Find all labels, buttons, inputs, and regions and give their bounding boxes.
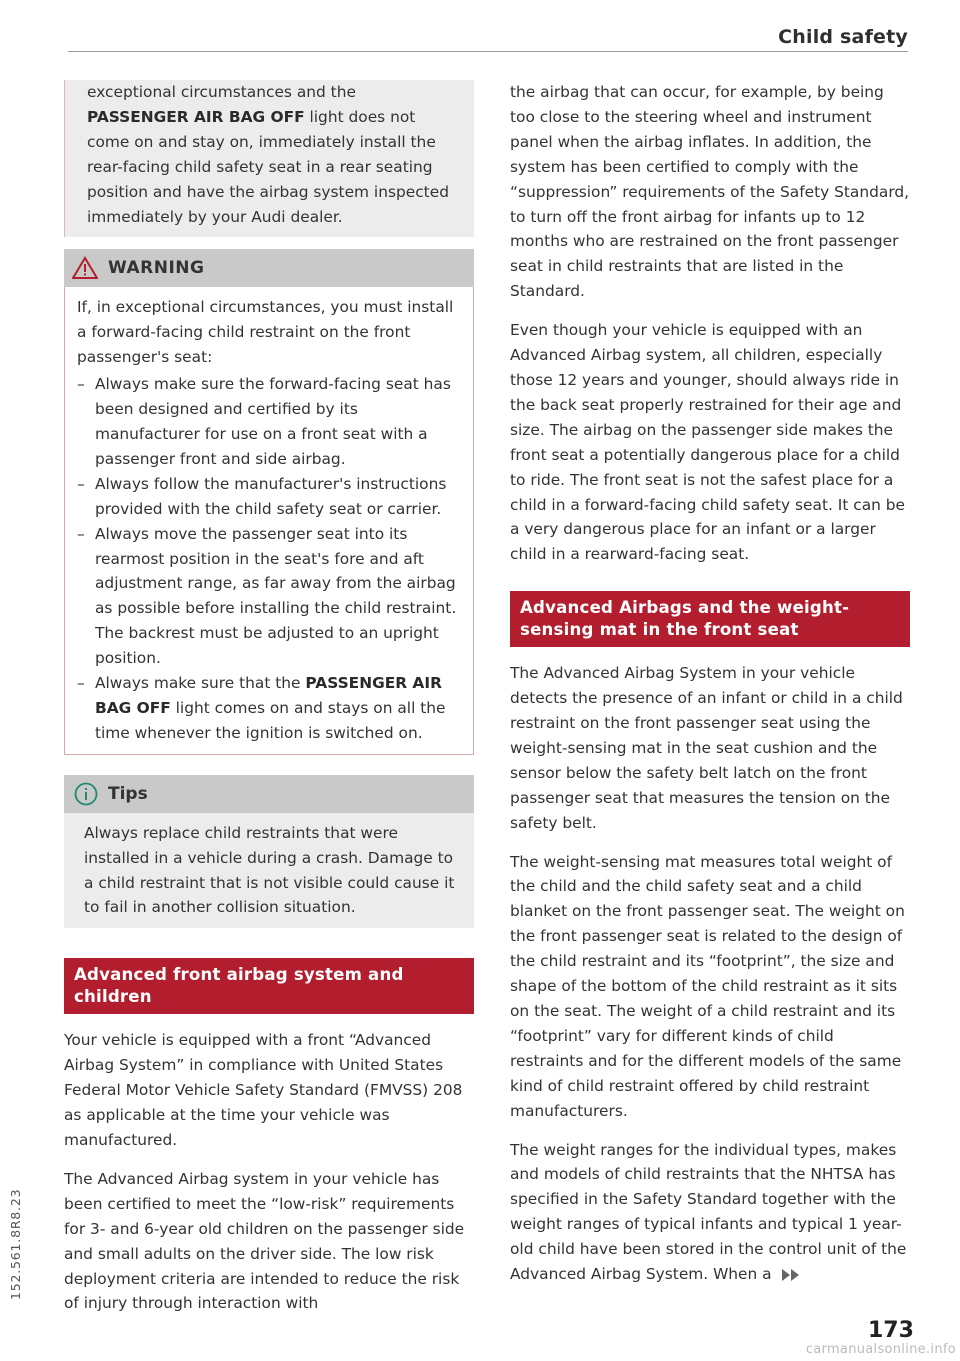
warning-bullet: – Always make sure that the PASSENGER AIR BAG OFF light comes on and stays on all the time whenever the ignition is switched on.: [77, 671, 465, 746]
margin-document-code: 152.561.8R8.23: [8, 1188, 23, 1300]
tips-header: [64, 775, 474, 813]
warning-bullet: – Always make sure the forward-facing seat has been designed and certified by its manufacturer for use on a front seat with a passenger front and side airbag.: [77, 372, 465, 472]
watermark: carmanualsonline.info: [805, 1342, 956, 1357]
warning-title: WARNING: [108, 258, 205, 279]
body-paragraph: The weight-sensing mat measures total weight of the child and the child safety seat and a child blanket on the front passenger seat. The weight on the front passenger seat is related to the design of the child restraint and its “footprint”, the size and shape of the bottom of the child restraint as it sits on the seat. The weight of a child restraint and its “footprint” vary for different kinds of child restraints and for the different models of the same kind of child restraint offered by child restraint manufacturers.: [510, 852, 905, 1120]
body-paragraph-last: The weight ranges for the individual types, makes and models of child restraints that the NHTSA has specified in the Safety Standard together with the weight ranges of typical infants and typical 1 year-old child have been stored in the control unit of the Advanced Airbag System. When a: [510, 1140, 907, 1284]
body-paragraph: The Advanced Airbag System in your vehicle detects the presence of an infant or child in a child restraint on the front passenger seat using the weight-sensing mat in the seat cushion and the sensor below the safety belt latch on the front passenger seat that measures the tension on the safety belt.: [510, 664, 903, 832]
body-paragraph: The Advanced Airbag system in your vehicle has been certified to meet the “low-risk” requirements for 3- and 6-year old children on the passenger side and small adults on the driver side. The low risk deployment criteria are intended to reduce the risk of injury through interaction with: [64, 1169, 465, 1313]
left-column: [64, 80, 474, 1330]
note-box-continuation: [64, 80, 474, 237]
passenger-airbag-off-label: PASSENGER AIR BAG OFF: [87, 107, 305, 126]
section-heading-advanced-front-airbag: Advanced front airbag system and children: [64, 958, 474, 1014]
body-paragraph: Your vehicle is equipped with a front “Advanced Airbag System” in compliance with United States Federal Motor Vehicle Safety Standard (FMVSS) 208 as applicable at the time your vehicle was manufactured.: [64, 1031, 463, 1149]
info-circle-icon: [74, 782, 98, 806]
warning-header: [64, 249, 474, 287]
header-rule: [68, 51, 908, 52]
tips-title: Tips: [108, 783, 148, 804]
body-paragraph: the airbag that can occur, for example, by being too close to the steering wheel and instrument panel when the airbag inflates. In addition, the system has been certified to comply with the “suppression” requirements of the Safety Standard, to turn off the front airbag for infants up to 12 months who are restrained on the front passenger seat in child restraints that are listed in the Standard.: [510, 83, 910, 301]
page-section-title: Child safety: [778, 26, 908, 48]
body-paragraph: Even though your vehicle is equipped with an Advanced Airbag system, all children, especially those 12 years and younger, should always ride in the back seat properly restrained for their age and size. The airbag on the passenger side makes the front seat a potentially dangerous place for a child to ride. The front seat is not the safest place for a child in a forward-facing child safety seat. It can be a very dangerous place for an infant or a larger child in a rearward-facing seat.: [510, 321, 906, 564]
section-heading-weight-sensing-mat: Advanced Airbags and the weight-sensing mat in the front seat: [510, 591, 910, 647]
warning-intro: If, in exceptional circumstances, you must install a forward-facing child restraint on the front passenger's seat:: [77, 298, 454, 367]
warning-bullet: – Always move the passenger seat into its rearmost position in the seat's fore and aft adjustment range, as far away from the airbag as possible before installing the child restraint. The backrest must be adjusted to an upright position.: [77, 522, 465, 671]
note-box-text: exceptional circumstances and the PASSENGER AIR BAG OFF light does not come on and stay on, immediately install the rear-facing child safety seat in a rear seating position and have the airbag system inspected immediately by your Audi dealer.: [87, 83, 449, 226]
tips-body: [64, 813, 474, 929]
warning-body: [64, 287, 474, 754]
tips-text: Always replace child restraints that were installed in a vehicle during a crash. Damage to a child restraint that is not visible could cause it to fail in another collision situation.: [84, 823, 455, 917]
warning-bullet: – Always follow the manufacturer's instructions provided with the child safety seat or carrier.: [77, 472, 465, 522]
continue-arrow-icon: [780, 1268, 802, 1282]
warning-triangle-icon: [72, 256, 98, 280]
right-column: [510, 80, 910, 1301]
page-number: 173: [868, 1318, 914, 1343]
